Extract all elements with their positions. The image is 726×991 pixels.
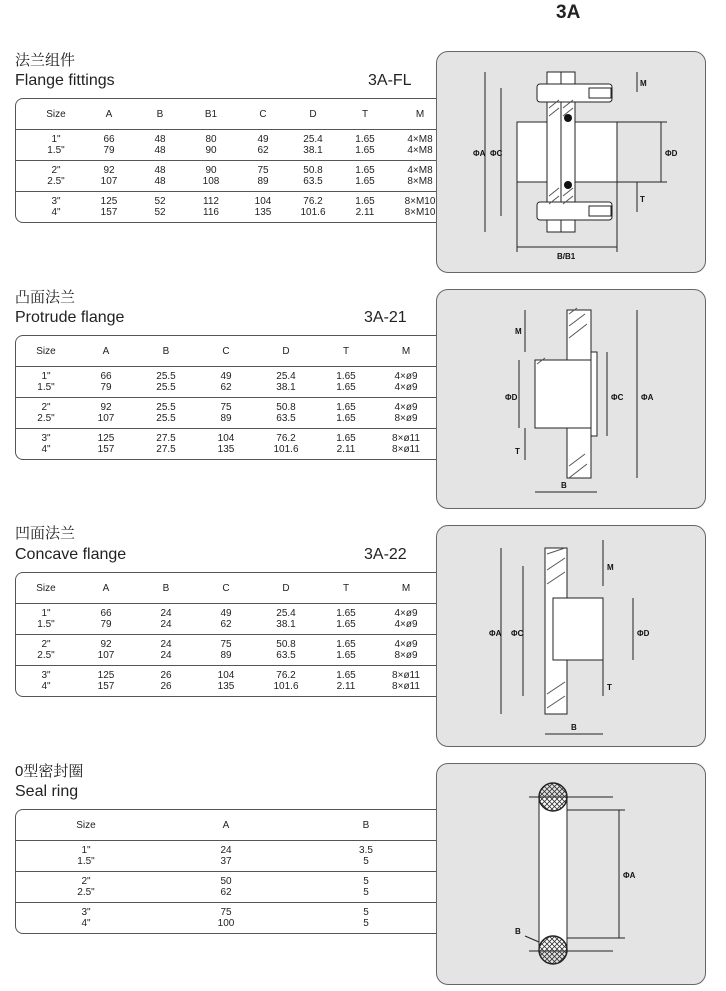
table-row-group (16, 666, 436, 696)
dim-label-t: T (515, 447, 520, 456)
product-code: 3A-21 (364, 309, 407, 326)
section-title-en: Flange fittings (15, 72, 115, 89)
product-code: 3A-FL (368, 72, 412, 89)
spec-table (15, 98, 436, 223)
dim-label-c: ΦC (611, 393, 624, 402)
table-cell: 2.11 (336, 681, 356, 692)
table-header-cell: Size (36, 346, 56, 357)
table-cell: 25.5 (156, 371, 176, 382)
table-header-cell: Size (36, 583, 56, 594)
table-cell: 5 (363, 907, 369, 918)
table-cell: 1" (81, 845, 91, 856)
diagram-panel (436, 289, 706, 509)
table-cell: 2" (41, 639, 51, 650)
table-header-cell: T (342, 346, 350, 357)
table-cell: 24 (160, 650, 172, 661)
table-header-cell: B (162, 346, 170, 357)
table-cell: 1.5" (37, 382, 55, 393)
table-cell: 38.1 (303, 145, 323, 156)
table-header-cell: M (415, 109, 425, 120)
table-header-cell: D (282, 346, 290, 357)
table-cell: 2" (51, 165, 61, 176)
table-cell: 4×M8 (407, 165, 433, 176)
table-cell: 1.65 (355, 196, 375, 207)
table-cell: 50.8 (303, 165, 323, 176)
table-cell: 1.65 (355, 145, 375, 156)
table-cell: 79 (100, 619, 112, 630)
table-header-cell: D (282, 583, 290, 594)
dim-label-c: ΦC (511, 629, 524, 638)
table-header-cell: B (156, 109, 164, 120)
table-cell: 1" (41, 371, 51, 382)
table-cell: 101.6 (300, 207, 326, 218)
dim-label-b: B (571, 723, 577, 732)
table-cell: 80 (205, 134, 217, 145)
table-header-cell: C (222, 583, 230, 594)
table-header-cell: A (222, 820, 230, 831)
table-cell: 8×ø11 (392, 681, 420, 692)
table-cell: 157 (97, 444, 115, 455)
dim-label-a: ΦA (473, 149, 486, 158)
table-cell: 4" (41, 681, 51, 692)
table-row-group (16, 192, 436, 222)
table-cell: 112 (203, 196, 219, 207)
table-cell: 49 (220, 608, 232, 619)
table-cell: 25.5 (156, 413, 176, 424)
table-row-group (16, 130, 436, 161)
table-cell: 4" (41, 444, 51, 455)
spec-table (15, 335, 436, 460)
table-cell: 66 (100, 371, 112, 382)
table-header-cell: T (342, 583, 350, 594)
table-cell: 3" (81, 907, 91, 918)
table-cell: 8×ø9 (394, 413, 418, 424)
table-cell: 1.65 (336, 433, 356, 444)
table-cell: 1.65 (336, 402, 356, 413)
table-cell: 24 (160, 639, 172, 650)
table-cell: 1.65 (336, 413, 356, 424)
table-cell: 1" (41, 608, 51, 619)
table-cell: 135 (254, 207, 272, 218)
table-cell: 48 (154, 176, 166, 187)
table-cell: 25.4 (303, 134, 323, 145)
table-header-row (16, 336, 436, 367)
table-header-cell: M (401, 346, 411, 357)
dim-label-d: ΦD (637, 629, 650, 638)
table-header-row (16, 99, 436, 130)
table-cell: 66 (100, 608, 112, 619)
table-cell: 1.65 (336, 619, 356, 630)
table-cell: 2" (81, 876, 91, 887)
table-cell: 62 (220, 382, 232, 393)
table-cell: 2" (41, 402, 51, 413)
dim-label-b: B/B1 (557, 252, 576, 261)
table-header-cell: Size (46, 109, 66, 120)
table-cell: 5 (363, 876, 369, 887)
table-cell: 8×ø11 (392, 670, 420, 681)
table-cell: 157 (97, 681, 115, 692)
table-cell: 38.1 (276, 382, 296, 393)
spec-table (15, 572, 436, 697)
table-cell: 8×ø9 (394, 650, 418, 661)
table-cell: 92 (100, 402, 112, 413)
table-cell: 1.65 (336, 650, 356, 661)
table-cell: 8×M10 (404, 196, 436, 207)
table-cell: 2.5" (37, 650, 55, 661)
diagram-panel (436, 51, 706, 273)
table-cell: 135 (217, 444, 235, 455)
dim-label-b: B (515, 927, 521, 936)
table-header-cell: C (259, 109, 267, 120)
table-cell: 52 (154, 207, 166, 218)
table-cell: 1.65 (355, 176, 375, 187)
table-cell: 49 (220, 371, 232, 382)
table-row-group (16, 398, 436, 429)
table-cell: 63.5 (276, 413, 296, 424)
seal-ring-drawing (437, 764, 705, 984)
table-cell: 66 (103, 134, 115, 145)
table-cell: 2.5" (47, 176, 65, 187)
section-title-en: Concave flange (15, 546, 127, 563)
table-header-row (16, 810, 436, 841)
table-header-row (16, 573, 436, 604)
table-header-cell: A (102, 583, 110, 594)
dim-label-b: B (561, 481, 567, 490)
table-cell: 135 (217, 681, 235, 692)
table-cell: 92 (103, 165, 115, 176)
table-cell: 1.65 (336, 382, 356, 393)
table-row-group (16, 872, 436, 903)
table-cell: 25.4 (276, 608, 296, 619)
section-title-en: Protrude flange (15, 309, 125, 326)
table-cell: 4" (51, 207, 61, 218)
table-cell: 2.11 (355, 207, 375, 218)
table-cell: 157 (100, 207, 118, 218)
table-cell: 48 (154, 145, 166, 156)
dim-label-a: ΦA (489, 629, 502, 638)
table-row-group (16, 429, 436, 459)
table-cell: 75 (220, 907, 232, 918)
table-header-cell: B (362, 820, 370, 831)
table-cell: 63.5 (303, 176, 323, 187)
table-cell: 1.65 (336, 371, 356, 382)
table-row-group (16, 161, 436, 192)
table-cell: 1.65 (355, 134, 375, 145)
table-cell: 79 (100, 382, 112, 393)
table-cell: 89 (220, 413, 232, 424)
table-cell: 25.4 (276, 371, 296, 382)
table-cell: 1.65 (336, 608, 356, 619)
table-cell: 37 (220, 856, 232, 867)
table-cell: 1.65 (336, 639, 356, 650)
table-cell: 4×ø9 (394, 608, 418, 619)
section-title-cn: 法兰组件 (15, 52, 76, 69)
dim-label-c: ΦC (490, 149, 503, 158)
table-cell: 76.2 (303, 196, 323, 207)
table-cell: 2.5" (77, 887, 95, 898)
table-row-group (16, 903, 436, 933)
table-cell: 25.5 (156, 402, 176, 413)
section-title-cn: 凹面法兰 (15, 525, 76, 542)
table-header-cell: Size (76, 820, 96, 831)
table-cell: 27.5 (156, 444, 176, 455)
table-row-group (16, 635, 436, 666)
dim-label-d: ΦD (505, 393, 518, 402)
table-cell: 4×ø9 (394, 371, 418, 382)
table-cell: 75 (220, 639, 232, 650)
table-cell: 92 (100, 639, 112, 650)
table-cell: 4" (81, 918, 91, 929)
product-code: 3A-22 (364, 546, 407, 563)
table-cell: 90 (205, 165, 217, 176)
table-cell: 4×ø9 (394, 619, 418, 630)
section-title-cn: 0型密封圈 (15, 763, 84, 780)
dim-label-m: M (607, 563, 614, 572)
table-cell: 125 (97, 670, 115, 681)
table-cell: 4×ø9 (394, 382, 418, 393)
table-cell: 25.5 (156, 382, 176, 393)
table-row-group (16, 367, 436, 398)
protrude-flange-drawing (437, 290, 705, 508)
table-cell: 1.5" (47, 145, 65, 156)
table-cell: 3" (41, 433, 51, 444)
table-cell: 8×ø11 (392, 444, 420, 455)
table-cell: 4×ø9 (394, 639, 418, 650)
table-cell: 89 (220, 650, 232, 661)
table-header-cell: C (222, 346, 230, 357)
table-cell: 8×M8 (407, 176, 433, 187)
table-cell: 38.1 (276, 619, 296, 630)
table-cell: 76.2 (276, 433, 296, 444)
table-cell: 3" (41, 670, 51, 681)
table-cell: 50.8 (276, 639, 296, 650)
concave-flange-drawing (437, 526, 705, 746)
table-cell: 62 (220, 619, 232, 630)
table-cell: 75 (220, 402, 232, 413)
table-cell: 8×ø11 (392, 433, 420, 444)
table-cell: 1.65 (336, 670, 356, 681)
table-cell: 1" (51, 134, 61, 145)
table-cell: 24 (160, 619, 172, 630)
table-cell: 48 (154, 134, 166, 145)
dim-label-a: ΦA (641, 393, 654, 402)
table-cell: 5 (363, 856, 369, 867)
dim-label-m: M (640, 79, 647, 88)
table-cell: 104 (254, 196, 272, 207)
table-cell: 63.5 (276, 650, 296, 661)
table-cell: 125 (97, 433, 115, 444)
table-header-cell: T (361, 109, 369, 120)
table-cell: 50 (220, 876, 232, 887)
table-cell: 89 (257, 176, 269, 187)
table-cell: 4×ø9 (394, 402, 418, 413)
table-cell: 79 (103, 145, 115, 156)
table-cell: 26 (160, 681, 172, 692)
table-cell: 76.2 (276, 670, 296, 681)
table-cell: 5 (363, 887, 369, 898)
table-cell: 3.5 (359, 845, 373, 856)
table-row-group (16, 841, 436, 872)
table-cell: 125 (100, 196, 118, 207)
table-header-cell: A (102, 346, 110, 357)
section-title-cn: 凸面法兰 (15, 289, 76, 306)
table-cell: 24 (220, 845, 232, 856)
section-title-en: Seal ring (15, 783, 79, 800)
table-cell: 101.6 (273, 444, 299, 455)
table-cell: 5 (363, 918, 369, 929)
table-cell: 27.5 (156, 433, 176, 444)
table-cell: 48 (154, 165, 166, 176)
spec-table (15, 809, 436, 934)
dim-label-t: T (640, 195, 645, 204)
table-cell: 107 (97, 650, 115, 661)
table-header-cell: B (162, 583, 170, 594)
table-cell: 2.11 (336, 444, 356, 455)
table-cell: 50.8 (276, 402, 296, 413)
table-header-cell: A (105, 109, 113, 120)
table-cell: 104 (217, 433, 235, 444)
page-tag: 3A (556, 2, 581, 23)
diagram-panel (436, 763, 706, 985)
table-cell: 116 (203, 207, 219, 218)
table-cell: 52 (154, 196, 166, 207)
table-cell: 100 (217, 918, 235, 929)
table-cell: 49 (257, 134, 269, 145)
table-cell: 8×M10 (404, 207, 436, 218)
flange-fittings-drawing (437, 52, 705, 272)
dim-label-m: M (515, 327, 522, 336)
table-cell: 101.6 (273, 681, 299, 692)
table-cell: 104 (217, 670, 235, 681)
table-cell: 62 (257, 145, 269, 156)
table-cell: 107 (97, 413, 115, 424)
table-cell: 108 (202, 176, 220, 187)
table-header-cell: D (309, 109, 317, 120)
table-header-cell: B1 (204, 109, 218, 120)
table-cell: 1.65 (355, 165, 375, 176)
table-cell: 2.5" (37, 413, 55, 424)
dim-label-a: ΦA (623, 871, 636, 880)
table-cell: 90 (205, 145, 217, 156)
table-cell: 26 (160, 670, 172, 681)
table-cell: 62 (220, 887, 232, 898)
dim-label-t: T (607, 683, 612, 692)
table-cell: 3" (51, 196, 61, 207)
diagram-panel (436, 525, 706, 747)
dim-label-d: ΦD (665, 149, 678, 158)
table-header-cell: M (401, 583, 411, 594)
table-cell: 4×M8 (407, 134, 433, 145)
table-cell: 75 (257, 165, 269, 176)
table-row-group (16, 604, 436, 635)
table-cell: 1.5" (77, 856, 95, 867)
table-cell: 1.5" (37, 619, 55, 630)
table-cell: 4×M8 (407, 145, 433, 156)
table-cell: 107 (100, 176, 118, 187)
table-cell: 24 (160, 608, 172, 619)
